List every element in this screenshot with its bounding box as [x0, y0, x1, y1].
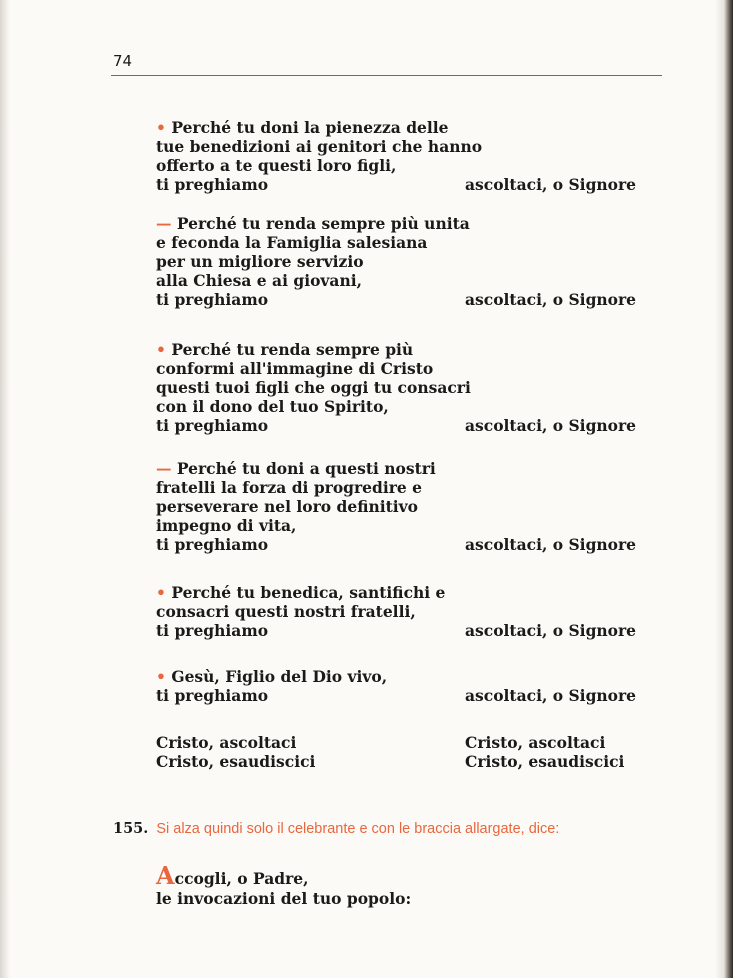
dash-marker: — — [156, 459, 172, 478]
bullet-marker: • — [156, 667, 166, 686]
closing-response: Cristo, ascoltaci — [465, 733, 606, 752]
intercession-line: per un migliore servizio — [156, 252, 364, 271]
dash-marker: — — [156, 214, 172, 233]
page-number: 74 — [113, 52, 133, 70]
prayer — [156, 861, 412, 909]
bullet-marker: • — [156, 340, 166, 359]
intercession-invocation: ti preghiamo — [156, 686, 269, 705]
book-spine-edge — [715, 0, 733, 978]
intercession-line: Perché tu doni a questi nostri — [176, 459, 436, 478]
closing-line: Cristo, ascoltaci — [156, 733, 297, 752]
intercession-line: consacri questi nostri fratelli, — [156, 602, 416, 621]
response-6: ascoltaci, o Signore — [465, 686, 637, 705]
intercession-line: tue benedizioni ai genitori che hanno — [156, 137, 483, 156]
rubric-text: Si alza quindi solo il celebrante e con le braccia allargate, dice: — [156, 821, 560, 837]
bullet-marker: • — [156, 118, 166, 137]
bullet-marker: • — [156, 583, 166, 602]
intercession-5 — [156, 583, 445, 640]
intercession-line: offerto a te questi loro figli, — [156, 156, 397, 175]
drop-initial: A — [156, 861, 175, 890]
intercession-invocation: ti preghiamo — [156, 290, 269, 309]
rubric — [113, 820, 559, 837]
page-edge-left — [0, 0, 10, 978]
intercession-line: Gesù, Figlio del Dio vivo, — [171, 667, 388, 686]
intercession-invocation: ti preghiamo — [156, 175, 269, 194]
intercession-line: perseverare nel loro definitivo — [156, 497, 419, 516]
intercession-line: Perché tu renda sempre più unita — [176, 214, 470, 233]
intercession-line: questi tuoi figli che oggi tu consacri — [156, 378, 471, 397]
closing-response: Cristo, esaudiscici — [465, 752, 625, 771]
intercession-line: e feconda la Famiglia salesiana — [156, 233, 428, 252]
intercession-invocation: ti preghiamo — [156, 416, 269, 435]
intercession-line: Perché tu renda sempre più — [171, 340, 414, 359]
intercession-line: impegno di vita, — [156, 516, 297, 535]
response-3: ascoltaci, o Signore — [465, 416, 637, 435]
prayer-line: le invocazioni del tuo popolo: — [156, 889, 412, 908]
intercession-3 — [156, 340, 471, 435]
section-number: 155. — [113, 820, 149, 837]
closing-left — [156, 733, 315, 771]
response-2: ascoltaci, o Signore — [465, 290, 637, 309]
response-1: ascoltaci, o Signore — [465, 175, 637, 194]
intercession-6 — [156, 667, 387, 705]
intercession-line: fratelli la forza di progredire e — [156, 478, 423, 497]
intercession-4 — [156, 459, 436, 554]
intercession-line: Perché tu doni la pienezza delle — [171, 118, 449, 137]
header-rule — [111, 75, 662, 76]
closing-right — [465, 733, 624, 771]
closing-line: Cristo, esaudiscici — [156, 752, 316, 771]
intercession-line: con il dono del tuo Spirito, — [156, 397, 389, 416]
intercession-invocation: ti preghiamo — [156, 621, 269, 640]
intercession-1 — [156, 118, 482, 194]
intercession-line: alla Chiesa e ai giovani, — [156, 271, 363, 290]
intercession-invocation: ti preghiamo — [156, 535, 269, 554]
intercession-2 — [156, 214, 470, 309]
response-4: ascoltaci, o Signore — [465, 535, 637, 554]
response-5: ascoltaci, o Signore — [465, 621, 637, 640]
intercession-line: Perché tu benedica, santifichi e — [171, 583, 446, 602]
intercession-line: conformi all'immagine di Cristo — [156, 359, 434, 378]
prayer-line: ccogli, o Padre, — [174, 869, 309, 888]
